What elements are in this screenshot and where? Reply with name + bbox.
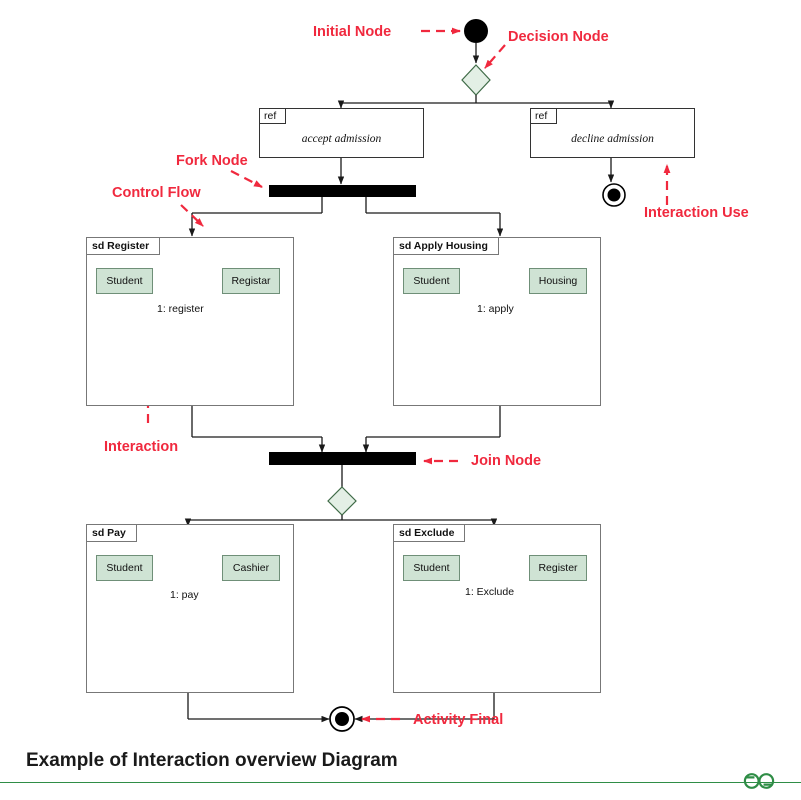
- lifeline-head-cashier: Cashier: [222, 555, 280, 581]
- interaction-frame-apply-housing[interactable]: [393, 237, 601, 406]
- annotation-control-flow: Control Flow: [112, 185, 201, 201]
- lifeline-head-student: Student: [96, 555, 153, 581]
- lifeline-head-register: Register: [529, 555, 587, 581]
- ref-frame-decline-admission[interactable]: [530, 108, 695, 158]
- annotation-decision-node: Decision Node: [508, 29, 609, 45]
- ref-tag: ref: [260, 109, 286, 124]
- geeksforgeeks-logo-icon: [739, 768, 779, 794]
- frame-label: sd Exclude: [394, 525, 465, 542]
- annotation-interaction-use: Interaction Use: [644, 205, 749, 221]
- annotation-initial-node: Initial Node: [313, 24, 392, 40]
- lifeline-head-student: Student: [96, 268, 153, 294]
- message-label-apply: 1: apply: [477, 303, 514, 315]
- message-label-exclude: 1: Exclude: [465, 586, 515, 598]
- lifeline-head-housing: Housing: [529, 268, 587, 294]
- join-node: [269, 452, 416, 465]
- lifeline-head-student: Student: [403, 555, 460, 581]
- ref-title: accept admission: [301, 133, 382, 145]
- interaction-frame-pay[interactable]: [86, 524, 294, 693]
- decision-node-2: [328, 487, 356, 515]
- annotation-join-node: Join Node: [471, 453, 542, 469]
- interaction-frame-exclude[interactable]: [393, 524, 601, 693]
- frame-label: sd Pay: [87, 525, 137, 542]
- message-label-pay: 1: pay: [170, 589, 199, 601]
- interaction-frame-register[interactable]: [86, 237, 294, 406]
- annotation-interaction: Interaction: [104, 439, 179, 455]
- lifeline-head-student: Student: [403, 268, 460, 294]
- frame-label: sd Register: [87, 238, 160, 255]
- annotation-activity-final: Activity Final: [413, 712, 504, 728]
- footer-divider: [0, 782, 801, 783]
- ref-title: decline admission: [571, 133, 654, 145]
- initial-node: [464, 19, 488, 43]
- frame-label: sd Apply Housing: [394, 238, 499, 255]
- lifeline-head-registar: Registar: [222, 268, 280, 294]
- message-label-register: 1: register: [157, 303, 204, 315]
- ref-tag: ref: [531, 109, 557, 124]
- annotation-fork-node: Fork Node: [176, 153, 248, 169]
- fork-node: [269, 185, 416, 197]
- ref-frame-accept-admission[interactable]: [259, 108, 424, 158]
- decision-node: [462, 65, 490, 95]
- page-caption: Example of Interaction overview Diagram: [26, 750, 398, 771]
